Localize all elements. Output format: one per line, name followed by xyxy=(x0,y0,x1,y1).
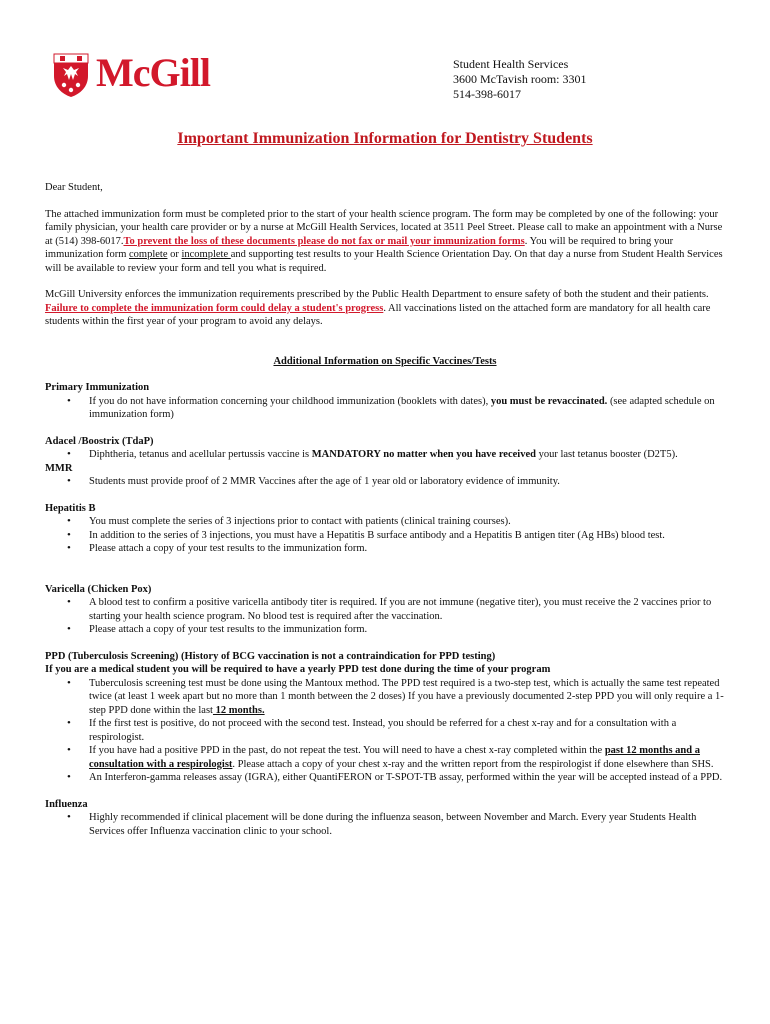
address-line: 3600 McTavish room: 3301 xyxy=(453,72,587,86)
section-heading-influenza: Influenza xyxy=(45,798,88,810)
influenza-list xyxy=(45,811,725,838)
section-heading-hepb: Hepatitis B xyxy=(45,502,96,514)
list-item: • If the first test is positive, do not proceed with the second test. Instead, you should be referred for a chest x-ray and for a consultation with a respirologist. xyxy=(89,717,725,744)
document-body xyxy=(45,181,725,838)
section-subheading-ppd: If you are a medical student you will be required to have a yearly PPD test done during the time of your program xyxy=(45,664,551,675)
list-item: • Please attach a copy of your test results to the immunization form. xyxy=(89,542,725,556)
additional-info-heading: Additional Information on Specific Vaccines/Tests xyxy=(273,355,497,367)
page-title: Important Immunization Information for Dentistry Students xyxy=(177,130,593,147)
section-heading-ppd: PPD (Tuberculosis Screening) (History of BCG vaccination is not a contraindication for PPD testing) xyxy=(45,650,496,662)
address-block xyxy=(453,57,586,102)
list-item: • Highly recommended if clinical placement will be done during the influenza season, between November and March. Every year Students Health Services offer Influenza vaccination clinic to your school. xyxy=(89,811,725,838)
mcgill-crest-icon xyxy=(52,52,90,98)
section-heading-adacel: Adacel /Boostrix (TdaP) xyxy=(45,435,154,447)
mcgill-logo xyxy=(52,52,242,98)
address-line: 514-398-6017 xyxy=(453,87,521,101)
delay-warning: Failure to complete the immunization form could delay a student's progress xyxy=(45,302,384,314)
section-heading-mmr: MMR xyxy=(45,462,73,474)
list-item: • Please attach a copy of your test results to the immunization form. xyxy=(89,623,725,637)
list-item: • If you do not have information concerning your childhood immunization (booklets with dates), you must be revaccinated. (see adapted schedule on immunization form) xyxy=(89,395,725,422)
adacel-list xyxy=(45,448,725,462)
section-heading-primary: Primary Immunization xyxy=(45,382,150,393)
list-item: • An Interferon-gamma releases assay (IGRA), either QuantiFERON or T-SPOT-TB assay, performed within the year will be accepted instead of a PPD. xyxy=(89,771,725,785)
page-title-wrap xyxy=(0,132,770,148)
salutation: Dear Student, xyxy=(45,182,103,193)
primary-list xyxy=(45,395,725,422)
mcgill-wordmark: McGill xyxy=(96,50,210,95)
ppd-list xyxy=(45,677,725,785)
section-heading-varicella: Varicella (Chicken Pox) xyxy=(45,583,152,595)
list-item: • If you have had a positive PPD in the past, do not repeat the test. You will need to have a chest x-ray completed within the past 12 months and a consultation with a respirologist. Please attach a copy of your chest x-ray and the written report from the respirologist if done elsewhere than SHS. xyxy=(89,744,725,771)
intro-paragraph-1: The attached immunization form must be completed prior to the start of your health science program. The form may be completed by one of the following: your family physician, your health care provider or by a nurse at McGill Health Services, located at 3511 Peel Street. Please call to make an appointment with a Nurse at (514) 398-6017.To prevent the loss of these documents please do not fax or mail your immunization forms. You will be required to bring your immunization form complete or incomplete and supporting test results to your Health Science Orientation Day. On that day a nurse from Student Health Services will be available to review your form and tell you what is required. xyxy=(45,208,723,274)
list-item: • Tuberculosis screening test must be done using the Mantoux method. The PPD test required is a two-step test, which is actually the same test repeated twice (at least 1 week apart but no more than 1 month between the 2 doses) If you have a previously documented 2-step PPD you will only require a 1-step PPD done within the last 12 months. xyxy=(89,677,725,718)
intro-paragraph-2: McGill University enforces the immunization requirements prescribed by the Public Health Department to ensure safety of both the student and their patients. Failure to complete the immunization form could delay a student's progress. All vaccinations listed on the attached form are mandatory for all health care students within the first year of your program to avoid any delays. xyxy=(45,289,711,327)
list-item: • Students must provide proof of 2 MMR Vaccines after the age of 1 year old or laboratory evidence of immunity. xyxy=(89,475,725,489)
varicella-list xyxy=(45,596,725,637)
hepb-list xyxy=(45,515,725,556)
address-line: Student Health Services xyxy=(453,57,569,71)
mmr-list xyxy=(45,475,725,489)
list-item: • A blood test to confirm a positive varicella antibody titer is required. If you are not immune (negative titer), you must receive the 2 vaccines prior to starting your health science program. No blood test is required after the vaccination. xyxy=(89,596,725,623)
no-fax-warning: To prevent the loss of these documents please do not fax or mail your immunization forms xyxy=(123,235,525,247)
list-item: • Diphtheria, tetanus and acellular pertussis vaccine is MANDATORY no matter when you have received your last tetanus booster (D2T5). xyxy=(89,448,725,462)
list-item: • You must complete the series of 3 injections prior to contact with patients (clinical training courses). xyxy=(89,515,725,529)
list-item: • In addition to the series of 3 injections, you must have a Hepatitis B surface antibody and a Hepatitis B antigen titer (Ag HBs) blood test. xyxy=(89,529,725,543)
